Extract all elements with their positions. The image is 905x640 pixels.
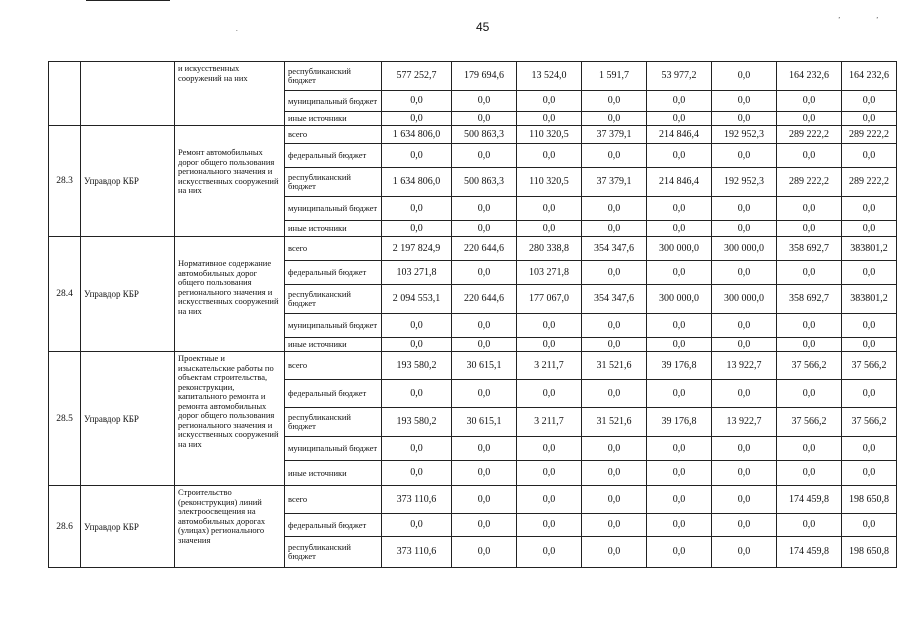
activity-name: и искусственных сооружений на них xyxy=(175,62,285,126)
amount-cell: 0,0 xyxy=(517,91,582,112)
amount-cell: 577 252,7 xyxy=(382,62,452,91)
amount-cell: 300 000,0 xyxy=(712,285,777,314)
activity-name: Строительство (реконструкция) линий электроосвещения на автомобильных дорогах (улицах) регионального значения xyxy=(175,486,285,568)
amount-cell: 0,0 xyxy=(517,514,582,537)
amount-cell: 0,0 xyxy=(382,514,452,537)
amount-cell: 0,0 xyxy=(842,380,897,408)
amount-cell: 0,0 xyxy=(582,537,647,568)
executor: Управдор КБР xyxy=(81,352,175,486)
amount-cell: 0,0 xyxy=(777,380,842,408)
amount-cell: 373 110,6 xyxy=(382,486,452,514)
amount-cell: 0,0 xyxy=(777,514,842,537)
amount-cell: 103 271,8 xyxy=(517,261,582,285)
amount-cell: 0,0 xyxy=(517,461,582,486)
amount-cell: 13 922,7 xyxy=(712,408,777,437)
amount-cell: 383801,2 xyxy=(842,285,897,314)
funding-source: всего xyxy=(285,237,382,261)
amount-cell: 37 566,2 xyxy=(842,352,897,380)
funding-source: иные источники xyxy=(285,461,382,486)
amount-cell: 1 634 806,0 xyxy=(382,126,452,144)
amount-cell: 179 694,6 xyxy=(452,62,517,91)
table-row xyxy=(49,486,897,514)
amount-cell: 0,0 xyxy=(452,221,517,237)
amount-cell: 0,0 xyxy=(452,112,517,126)
funding-source: всего xyxy=(285,486,382,514)
amount-cell: 289 222,2 xyxy=(777,168,842,197)
amount-cell: 198 650,8 xyxy=(842,537,897,568)
amount-cell: 0,0 xyxy=(382,314,452,338)
executor: Управдор КБР xyxy=(81,126,175,237)
amount-cell: 0,0 xyxy=(382,144,452,168)
amount-cell: 39 176,8 xyxy=(647,408,712,437)
amount-cell: 0,0 xyxy=(582,314,647,338)
scan-mark: ’ xyxy=(838,16,841,24)
amount-cell: 0,0 xyxy=(452,144,517,168)
amount-cell: 300 000,0 xyxy=(712,237,777,261)
funding-source: федеральный бюджет xyxy=(285,514,382,537)
table-row xyxy=(49,237,897,261)
amount-cell: 280 338,8 xyxy=(517,237,582,261)
amount-cell: 289 222,2 xyxy=(842,168,897,197)
amount-cell: 0,0 xyxy=(777,338,842,352)
amount-cell: 192 952,3 xyxy=(712,168,777,197)
amount-cell: 0,0 xyxy=(582,437,647,461)
amount-cell: 0,0 xyxy=(712,486,777,514)
amount-cell: 0,0 xyxy=(647,537,712,568)
amount-cell: 0,0 xyxy=(777,314,842,338)
amount-cell: 0,0 xyxy=(452,314,517,338)
amount-cell: 0,0 xyxy=(842,437,897,461)
amount-cell: 0,0 xyxy=(382,461,452,486)
amount-cell: 0,0 xyxy=(712,62,777,91)
amount-cell: 164 232,6 xyxy=(842,62,897,91)
amount-cell: 0,0 xyxy=(712,380,777,408)
amount-cell: 373 110,6 xyxy=(382,537,452,568)
amount-cell: 0,0 xyxy=(582,112,647,126)
page-number: 45 xyxy=(476,20,490,34)
item-index: 28.4 xyxy=(49,237,81,352)
amount-cell: 0,0 xyxy=(842,91,897,112)
item-index: 28.3 xyxy=(49,126,81,237)
amount-cell: 0,0 xyxy=(382,112,452,126)
amount-cell: 0,0 xyxy=(582,338,647,352)
amount-cell: 0,0 xyxy=(517,537,582,568)
amount-cell: 0,0 xyxy=(382,380,452,408)
amount-cell: 30 615,1 xyxy=(452,408,517,437)
amount-cell: 110 320,5 xyxy=(517,168,582,197)
amount-cell: 0,0 xyxy=(517,314,582,338)
amount-cell: 0,0 xyxy=(647,221,712,237)
funding-source: муниципальный бюджет xyxy=(285,91,382,112)
amount-cell: 354 347,6 xyxy=(582,237,647,261)
amount-cell: 0,0 xyxy=(452,537,517,568)
amount-cell: 0,0 xyxy=(452,197,517,221)
amount-cell: 0,0 xyxy=(647,486,712,514)
amount-cell: 0,0 xyxy=(517,380,582,408)
amount-cell: 192 952,3 xyxy=(712,126,777,144)
funding-source: республиканский бюджет xyxy=(285,168,382,197)
funding-source: республиканский бюджет xyxy=(285,62,382,91)
amount-cell: 0,0 xyxy=(712,112,777,126)
amount-cell: 0,0 xyxy=(517,437,582,461)
amount-cell: 0,0 xyxy=(582,461,647,486)
amount-cell: 0,0 xyxy=(777,91,842,112)
amount-cell: 174 459,8 xyxy=(777,486,842,514)
amount-cell: 214 846,4 xyxy=(647,126,712,144)
amount-cell: 0,0 xyxy=(712,144,777,168)
amount-cell: 0,0 xyxy=(582,486,647,514)
amount-cell: 0,0 xyxy=(517,221,582,237)
amount-cell: 0,0 xyxy=(382,437,452,461)
header-rule xyxy=(86,0,170,1)
amount-cell: 0,0 xyxy=(452,437,517,461)
funding-source: иные источники xyxy=(285,338,382,352)
amount-cell: 0,0 xyxy=(647,314,712,338)
table-row xyxy=(49,62,897,91)
amount-cell: 0,0 xyxy=(842,261,897,285)
amount-cell: 39 176,8 xyxy=(647,352,712,380)
table-row xyxy=(49,126,897,144)
amount-cell: 2 094 553,1 xyxy=(382,285,452,314)
amount-cell: 0,0 xyxy=(712,537,777,568)
amount-cell: 0,0 xyxy=(842,144,897,168)
amount-cell: 0,0 xyxy=(647,461,712,486)
amount-cell: 0,0 xyxy=(582,91,647,112)
amount-cell: 0,0 xyxy=(452,338,517,352)
amount-cell: 0,0 xyxy=(842,314,897,338)
amount-cell: 30 615,1 xyxy=(452,352,517,380)
amount-cell: 174 459,8 xyxy=(777,537,842,568)
amount-cell: 0,0 xyxy=(517,338,582,352)
amount-cell: 31 521,6 xyxy=(582,352,647,380)
amount-cell: 2 197 824,9 xyxy=(382,237,452,261)
amount-cell: 0,0 xyxy=(452,261,517,285)
amount-cell: 3 211,7 xyxy=(517,352,582,380)
amount-cell: 198 650,8 xyxy=(842,486,897,514)
amount-cell: 0,0 xyxy=(842,221,897,237)
amount-cell: 0,0 xyxy=(712,437,777,461)
amount-cell: 0,0 xyxy=(647,261,712,285)
amount-cell: 0,0 xyxy=(382,338,452,352)
amount-cell: 0,0 xyxy=(647,338,712,352)
amount-cell: 358 692,7 xyxy=(777,237,842,261)
item-index xyxy=(49,62,81,126)
amount-cell: 0,0 xyxy=(777,461,842,486)
amount-cell: 177 067,0 xyxy=(517,285,582,314)
amount-cell: 0,0 xyxy=(582,380,647,408)
amount-cell: 0,0 xyxy=(777,144,842,168)
funding-source: федеральный бюджет xyxy=(285,380,382,408)
amount-cell: 37 566,2 xyxy=(777,352,842,380)
amount-cell: 13 524,0 xyxy=(517,62,582,91)
amount-cell: 500 863,3 xyxy=(452,126,517,144)
funding-source: муниципальный бюджет xyxy=(285,197,382,221)
amount-cell: 110 320,5 xyxy=(517,126,582,144)
amount-cell: 1 591,7 xyxy=(582,62,647,91)
funding-source: муниципальный бюджет xyxy=(285,314,382,338)
amount-cell: 300 000,0 xyxy=(647,285,712,314)
amount-cell: 354 347,6 xyxy=(582,285,647,314)
amount-cell: 0,0 xyxy=(582,144,647,168)
amount-cell: 0,0 xyxy=(517,197,582,221)
amount-cell: 0,0 xyxy=(452,486,517,514)
amount-cell: 0,0 xyxy=(647,197,712,221)
item-index: 28.5 xyxy=(49,352,81,486)
executor: Управдор КБР xyxy=(81,237,175,352)
amount-cell: 300 000,0 xyxy=(647,237,712,261)
amount-cell: 289 222,2 xyxy=(842,126,897,144)
amount-cell: 164 232,6 xyxy=(777,62,842,91)
executor: Управдор КБР xyxy=(81,486,175,568)
amount-cell: 214 846,4 xyxy=(647,168,712,197)
activity-name: Ремонт автомобильных дорог общего пользования регионального значения и искусственных сооружений на них xyxy=(175,126,285,237)
funding-source: иные источники xyxy=(285,221,382,237)
amount-cell: 0,0 xyxy=(647,144,712,168)
amount-cell: 0,0 xyxy=(647,514,712,537)
amount-cell: 0,0 xyxy=(452,514,517,537)
funding-source: иные источники xyxy=(285,112,382,126)
amount-cell: 0,0 xyxy=(382,197,452,221)
funding-source: федеральный бюджет xyxy=(285,144,382,168)
activity-name: Проектные и изыскательские работы по объектам строительства, реконструкции, капитального ремонта и ремонта автомобильных дорог общего пользования регионального значения и искусственных сооружений на них xyxy=(175,352,285,486)
amount-cell: 0,0 xyxy=(842,112,897,126)
amount-cell: 37 379,1 xyxy=(582,168,647,197)
budget-table xyxy=(48,61,897,568)
amount-cell: 0,0 xyxy=(517,144,582,168)
amount-cell: 0,0 xyxy=(517,486,582,514)
amount-cell: 0,0 xyxy=(647,91,712,112)
amount-cell: 220 644,6 xyxy=(452,285,517,314)
amount-cell: 193 580,2 xyxy=(382,408,452,437)
funding-source: всего xyxy=(285,352,382,380)
amount-cell: 0,0 xyxy=(712,91,777,112)
amount-cell: 0,0 xyxy=(712,197,777,221)
amount-cell: 0,0 xyxy=(647,437,712,461)
funding-source: федеральный бюджет xyxy=(285,261,382,285)
amount-cell: 0,0 xyxy=(582,514,647,537)
amount-cell: 0,0 xyxy=(582,261,647,285)
amount-cell: 0,0 xyxy=(582,221,647,237)
funding-source: муниципальный бюджет xyxy=(285,437,382,461)
funding-source: республиканский бюджет xyxy=(285,537,382,568)
amount-cell: 0,0 xyxy=(382,91,452,112)
amount-cell: 0,0 xyxy=(452,461,517,486)
amount-cell: 13 922,7 xyxy=(712,352,777,380)
amount-cell: 0,0 xyxy=(842,514,897,537)
amount-cell: 193 580,2 xyxy=(382,352,452,380)
amount-cell: 0,0 xyxy=(452,91,517,112)
amount-cell: 0,0 xyxy=(712,261,777,285)
amount-cell: 0,0 xyxy=(517,112,582,126)
executor xyxy=(81,62,175,126)
amount-cell: 0,0 xyxy=(712,461,777,486)
activity-name: Нормативное содержание автомобильных дорог общего пользования регионального значения и искусственных сооружений на них xyxy=(175,237,285,352)
amount-cell: 0,0 xyxy=(647,380,712,408)
amount-cell: 103 271,8 xyxy=(382,261,452,285)
amount-cell: 0,0 xyxy=(842,197,897,221)
amount-cell: 0,0 xyxy=(842,338,897,352)
amount-cell: 358 692,7 xyxy=(777,285,842,314)
funding-source: всего xyxy=(285,126,382,144)
amount-cell: 53 977,2 xyxy=(647,62,712,91)
amount-cell: 0,0 xyxy=(382,221,452,237)
scan-mark: . xyxy=(236,25,238,33)
amount-cell: 3 211,7 xyxy=(517,408,582,437)
item-index: 28.6 xyxy=(49,486,81,568)
amount-cell: 0,0 xyxy=(712,514,777,537)
amount-cell: 220 644,6 xyxy=(452,237,517,261)
scan-mark: ’ xyxy=(876,16,879,24)
amount-cell: 37 379,1 xyxy=(582,126,647,144)
amount-cell: 31 521,6 xyxy=(582,408,647,437)
amount-cell: 37 566,2 xyxy=(777,408,842,437)
amount-cell: 37 566,2 xyxy=(842,408,897,437)
amount-cell: 0,0 xyxy=(452,380,517,408)
amount-cell: 0,0 xyxy=(712,338,777,352)
amount-cell: 0,0 xyxy=(842,461,897,486)
table-row xyxy=(49,352,897,380)
amount-cell: 383801,2 xyxy=(842,237,897,261)
amount-cell: 0,0 xyxy=(582,197,647,221)
funding-source: республиканский бюджет xyxy=(285,408,382,437)
funding-source: республиканский бюджет xyxy=(285,285,382,314)
amount-cell: 0,0 xyxy=(777,197,842,221)
amount-cell: 0,0 xyxy=(712,221,777,237)
amount-cell: 0,0 xyxy=(777,221,842,237)
amount-cell: 0,0 xyxy=(647,112,712,126)
amount-cell: 500 863,3 xyxy=(452,168,517,197)
amount-cell: 0,0 xyxy=(777,112,842,126)
amount-cell: 0,0 xyxy=(777,261,842,285)
amount-cell: 289 222,2 xyxy=(777,126,842,144)
amount-cell: 0,0 xyxy=(777,437,842,461)
amount-cell: 1 634 806,0 xyxy=(382,168,452,197)
amount-cell: 0,0 xyxy=(712,314,777,338)
